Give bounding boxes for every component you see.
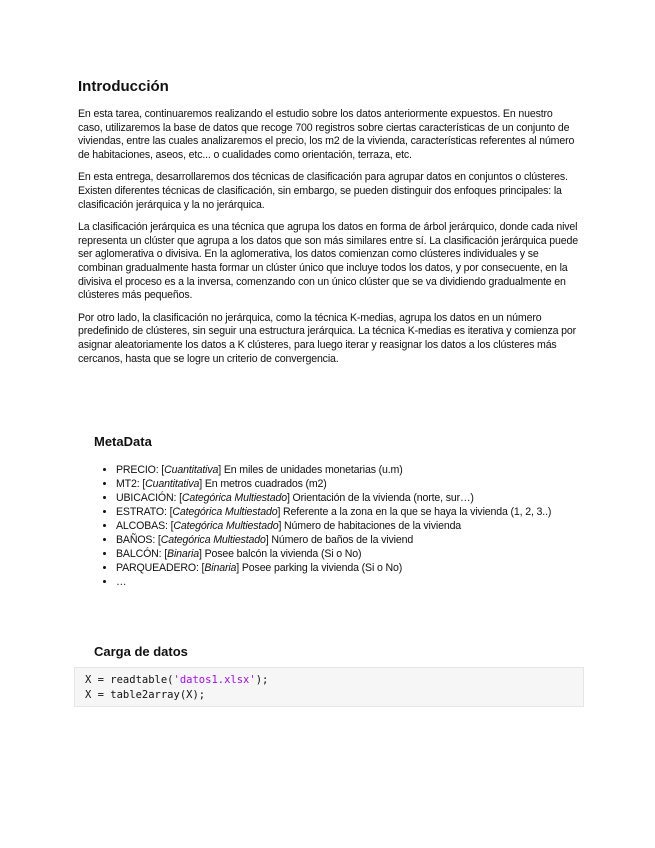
metadata-item: • UBICACIÓN: [Categórica Multiestado] Orientación de la vivienda (norte, sur…) xyxy=(116,491,606,505)
metadata-item: • ALCOBAS: [Categórica Multiestado] Número de habitaciones de la vivienda xyxy=(116,519,606,533)
intro-text xyxy=(78,108,578,375)
metadata-item-ellipsis: • … xyxy=(116,575,606,589)
section-title-carga-de-datos: Carga de datos xyxy=(94,644,188,659)
section-title-introduccion: Introducción xyxy=(78,78,169,95)
metadata-item: • BALCÓN: [Binaria] Posee balcón la vivienda (Si o No) xyxy=(116,547,606,561)
metadata-item: • PARQUEADERO: [Binaria] Posee parking la vivienda (Si o No) xyxy=(116,561,606,575)
code-line: X = table2array(X); xyxy=(85,689,206,701)
intro-paragraph: En esta entrega, desarrollaremos dos técnicas de clasificación para agrupar datos en conjuntos o clústeres. Existen diferentes técnicas de clasificación, sin embargo, se pueden distinguir dos enfoques principales: la clasificación jerárquica y la no jerárquica. xyxy=(78,171,568,211)
code-line: X = readtable('datos1.xlsx'); xyxy=(85,674,269,686)
metadata-item: • PRECIO: [Cuantitativa] En miles de unidades monetarias (u.m) xyxy=(116,463,606,477)
code-block[interactable] xyxy=(74,667,584,707)
metadata-item: • ESTRATO: [Categórica Multiestado] Referente a la zona en la que se haya la vivienda (1, 2, 3..) xyxy=(116,505,606,519)
intro-paragraph: En esta tarea, continuaremos realizando el estudio sobre los datos anteriormente expuestos. En nuestro caso, utilizaremos la base de datos que recoge 700 registros sobre ciertas características de un conjunto de viviendas, entre las cuales analizaremos el precio, los m2 de la vivienda, características referentes al número de habitaciones, aseos, etc... o cualidades como orientación, terraza, etc. xyxy=(78,108,575,161)
section-title-metadata: MetaData xyxy=(94,434,152,449)
metadata-list xyxy=(94,463,606,589)
intro-paragraph: Por otro lado, la clasificación no jerárquica, como la técnica K-medias, agrupa los datos en un número predefinido de clústeres, sin seguir una estructura jerárquica. La técnica K-medias es iterativa y comienza por asignar aleatoriamente los datos a K clústeres, para luego iterar y reasignar los datos a los clústeres más cercanos, hasta que se logre un criterio de convergencia. xyxy=(78,311,576,365)
intro-paragraph: La clasificación jerárquica es una técnica que agrupa los datos en forma de árbol jerárquico, donde cada nivel representa un clúster que agrupa a los datos que son más similares entre sí. La clasificación jerárquica puede ser aglomerativa o divisiva. En la aglomerativa, los datos comienzan como clústeres individuales y se combinan gradualmente hasta formar un clúster único que incluye todos los datos, y por consecuente, en la divisiva el proceso es a la inversa, comenzando con un único clúster que se va dividiendo gradualmente en clústeres más pequeños. xyxy=(78,221,578,302)
code-string: 'datos1.xlsx' xyxy=(173,674,256,686)
metadata-item: • BAÑOS: [Categórica Multiestado] Número de baños de la viviend xyxy=(116,533,606,547)
metadata-item: • MT2: [Cuantitativa] En metros cuadrados (m2) xyxy=(116,477,606,491)
